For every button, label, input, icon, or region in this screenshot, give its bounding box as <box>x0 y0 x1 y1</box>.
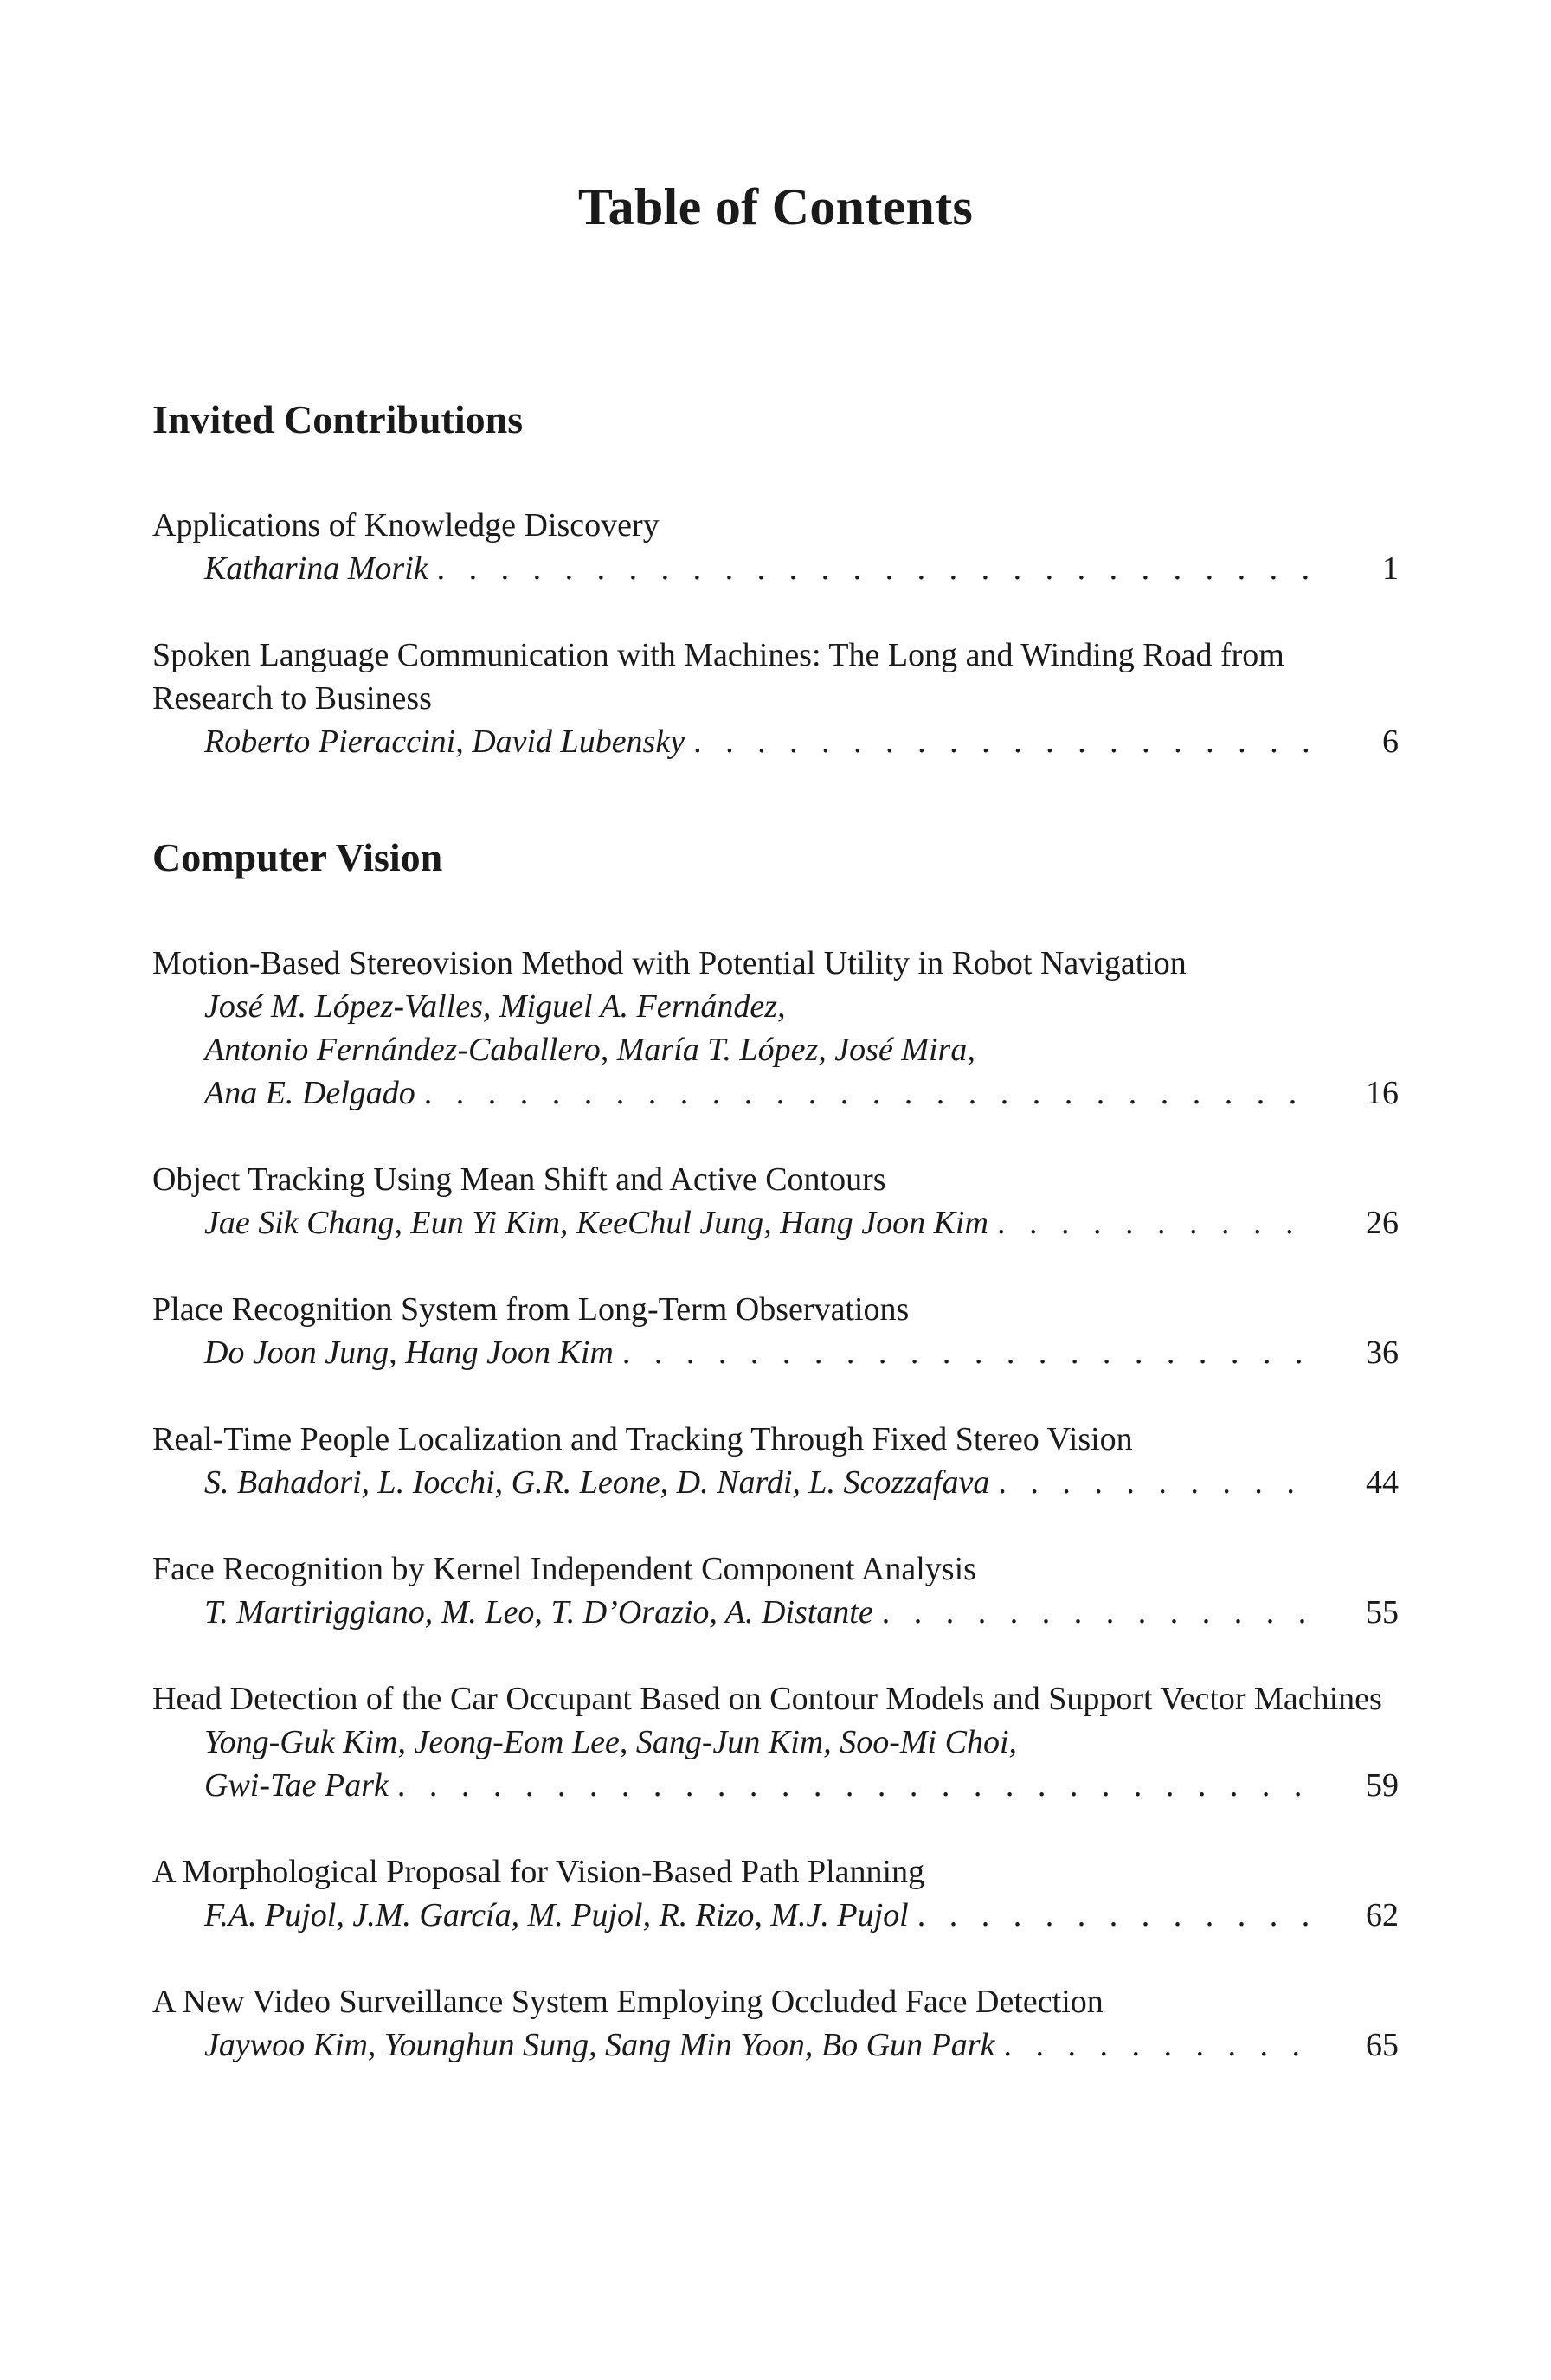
toc-entry[interactable] <box>152 1547 1399 1634</box>
entry-authors-row <box>152 1591 1399 1634</box>
entry-authors <box>204 1461 1316 1504</box>
author-names: Katharina Morik <box>204 550 428 587</box>
author-names: Yong-Guk Kim, Jeong-Eom Lee, Sang-Jun Kim, Soo-Mi Choi, <box>204 1724 1017 1760</box>
entry-title: Applications of Knowledge Discovery <box>152 507 660 544</box>
author-line <box>204 720 1316 763</box>
entry-page-number: 62 <box>1366 1897 1399 1933</box>
entry-page-number: 59 <box>1366 1767 1399 1804</box>
author-names: Roberto Pieraccini, David Lubensky <box>204 724 685 760</box>
entry-page-number: 16 <box>1366 1075 1399 1111</box>
author-line <box>204 1071 1316 1115</box>
entry-authors-row <box>152 2023 1399 2067</box>
author-line <box>204 1721 1316 1764</box>
section-entries <box>152 504 1399 763</box>
toc-entry[interactable] <box>152 634 1399 763</box>
toc-entry[interactable] <box>152 1158 1399 1245</box>
entry-authors-row <box>152 720 1399 763</box>
toc-section <box>152 831 1399 2067</box>
entry-authors-row <box>152 1721 1399 1807</box>
dot-leader <box>998 1461 1316 1504</box>
toc-entry[interactable] <box>152 1288 1399 1374</box>
toc-entry[interactable] <box>152 1850 1399 1937</box>
author-line <box>204 1201 1316 1245</box>
toc-entry[interactable] <box>152 504 1399 590</box>
author-names: Gwi-Tae Park <box>204 1767 389 1804</box>
page-title: Table of Contents <box>577 178 974 235</box>
entry-title: Face Recognition by Kernel Independent Component Analysis <box>152 1551 976 1587</box>
entry-title: Motion-Based Stereovision Method with Potential Utility in Robot Navigation <box>152 945 1187 981</box>
dot-leader <box>622 1331 1316 1374</box>
toc-page <box>152 0 1399 2380</box>
author-line <box>204 1894 1316 1937</box>
entry-authors <box>204 2023 1316 2067</box>
dot-leader <box>693 720 1316 763</box>
entry-title: Real-Time People Localization and Tracking Through Fixed Stereo Vision <box>152 1421 1133 1457</box>
entry-page-number: 6 <box>1382 724 1399 760</box>
dot-leader <box>397 1764 1316 1807</box>
dot-leader <box>917 1894 1316 1937</box>
entry-title: Place Recognition System from Long-Term Observations <box>152 1291 910 1328</box>
toc-section <box>152 393 1399 763</box>
entry-authors <box>204 720 1316 763</box>
entry-authors-row <box>152 1894 1399 1937</box>
author-names: S. Bahadori, L. Iocchi, G.R. Leone, D. Nardi, L. Scozzafava <box>204 1464 990 1501</box>
section-entries <box>152 942 1399 2067</box>
entry-authors <box>204 1721 1316 1807</box>
entry-title: Head Detection of the Car Occupant Based on Contour Models and Support Vector Machines <box>152 1681 1382 1717</box>
author-names: Do Joon Jung, Hang Joon Kim <box>204 1335 614 1371</box>
entry-title: Object Tracking Using Mean Shift and Active Contours <box>152 1161 886 1198</box>
entry-page-number: 65 <box>1366 2027 1399 2063</box>
entry-authors <box>204 1894 1316 1937</box>
entry-authors <box>204 985 1316 1115</box>
entry-page-number: 26 <box>1366 1205 1399 1241</box>
toc-entry[interactable] <box>152 1418 1399 1504</box>
toc-entry[interactable] <box>152 942 1399 1115</box>
section-heading: Invited Contributions <box>152 397 524 441</box>
entry-page-number: 55 <box>1366 1594 1399 1631</box>
section-heading: Computer Vision <box>152 835 443 879</box>
entry-authors-row <box>152 1201 1399 1245</box>
entry-page-number: 44 <box>1366 1464 1399 1501</box>
author-names: F.A. Pujol, J.M. García, M. Pujol, R. Rizo, M.J. Pujol <box>204 1897 909 1933</box>
author-line <box>204 1461 1316 1504</box>
author-line <box>204 1331 1316 1374</box>
dot-leader <box>997 1201 1316 1245</box>
toc-entry[interactable] <box>152 1980 1399 2067</box>
entry-page-number: 36 <box>1366 1335 1399 1371</box>
entry-authors <box>204 1591 1316 1634</box>
entry-authors-row <box>152 985 1399 1115</box>
dot-leader <box>424 1071 1316 1115</box>
toc-entry[interactable] <box>152 1677 1399 1807</box>
author-line <box>204 2023 1316 2067</box>
author-line <box>204 1028 1316 1071</box>
author-names: Ana E. Delgado <box>204 1075 415 1111</box>
toc-body <box>152 393 1399 2067</box>
author-names: José M. López-Valles, Miguel A. Fernández, <box>204 988 786 1025</box>
entry-authors-row <box>152 1331 1399 1374</box>
entry-title: A New Video Surveillance System Employing Occluded Face Detection <box>152 1984 1104 2020</box>
entry-authors <box>204 1201 1316 1245</box>
author-names: T. Martiriggiano, M. Leo, T. D’Orazio, A. Distante <box>204 1594 873 1631</box>
entry-page-number: 1 <box>1382 550 1399 587</box>
entry-authors <box>204 1331 1316 1374</box>
author-line <box>204 985 1316 1028</box>
dot-leader <box>437 547 1316 590</box>
author-line <box>204 1591 1316 1634</box>
author-names: Antonio Fernández-Caballero, María T. López, José Mira, <box>204 1032 975 1068</box>
entry-authors <box>204 547 1316 590</box>
author-line <box>204 547 1316 590</box>
dot-leader <box>882 1591 1316 1634</box>
dot-leader <box>1003 2023 1316 2067</box>
entry-title: A Morphological Proposal for Vision-Based Path Planning <box>152 1854 925 1890</box>
author-names: Jae Sik Chang, Eun Yi Kim, KeeChul Jung, Hang Joon Kim <box>204 1205 988 1241</box>
entry-title: Spoken Language Communication with Machines: The Long and Winding Road from Research to Business <box>152 637 1284 717</box>
author-line <box>204 1764 1316 1807</box>
author-names: Jaywoo Kim, Younghun Sung, Sang Min Yoon, Bo Gun Park <box>204 2027 995 2063</box>
entry-authors-row <box>152 1461 1399 1504</box>
entry-authors-row <box>152 547 1399 590</box>
